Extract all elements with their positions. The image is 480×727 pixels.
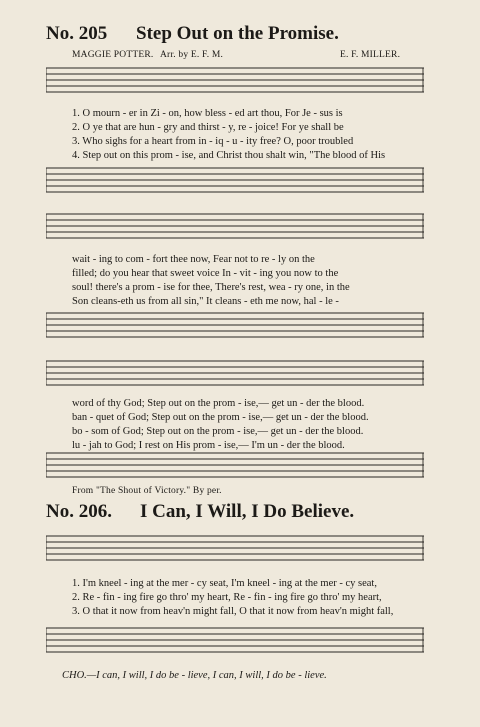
bass-staff xyxy=(46,447,424,487)
verse-line: ban - quet of God; Step out on the prom - ise,— get un - der the blood. xyxy=(72,412,369,423)
hymn-205-composer: E. F. MILLER. xyxy=(340,50,401,60)
chorus-line: CHO.—I can, I will, I do be - lieve, I can, I will, I do be - lieve. xyxy=(62,670,327,681)
verse-line: 2. O ye that are hun - gry and thirst - y, re - joice! For ye shall be xyxy=(72,122,344,133)
verse-line: 4. Step out on this prom - ise, and Christ thou shalt win, "The blood of His xyxy=(72,150,386,161)
verse-line: bo - som of God; Step out on the prom - ise,— get un - der the blood. xyxy=(72,426,364,437)
hymn-205-arranger: Arr. by E. F. M. xyxy=(160,50,224,60)
verse-line: lu - jah to God; I rest on His prom - ise,— I'm un - der the blood. xyxy=(72,440,345,451)
hymn-205-number: No. 205 xyxy=(46,23,108,44)
hymn-206-title: I Can, I Will, I Do Believe. xyxy=(140,501,355,522)
verse-line: soul! there's a prom - ise for thee, There's rest, wea - ry one, in the xyxy=(72,282,350,293)
treble-staff xyxy=(46,62,424,102)
treble-staff xyxy=(46,530,424,570)
verse-line: 1. O mourn - er in Zi - on, how bless - ed art thou, For Je - sus is xyxy=(72,108,343,119)
verse-line: Son cleans-eth us from all sin," It cleans - eth me now, hal - le - xyxy=(72,296,339,307)
bass-staff xyxy=(46,622,424,662)
hymn-205-author: MAGGIE POTTER. xyxy=(72,50,154,60)
bass-staff xyxy=(46,162,424,202)
verse-line: 3. Who sighs for a heart from in - iq - u - ity free? O, poor troubled xyxy=(72,136,354,147)
verse-line: word of thy God; Step out on the prom - ise,— get un - der the blood. xyxy=(72,398,365,409)
source-credit: From "The Shout of Victory." By per. xyxy=(72,486,222,496)
bass-staff xyxy=(46,307,424,347)
treble-staff xyxy=(46,355,424,395)
verse-line: 3. O that it now from heav'n might fall, O that it now from heav'n might fall, xyxy=(72,606,394,617)
hymn-206-number: No. 206. xyxy=(46,501,112,522)
hymn-205-title: Step Out on the Promise. xyxy=(136,23,339,44)
treble-staff xyxy=(46,208,424,248)
verse-line: 2. Re - fin - ing fire go thro' my heart, Re - fin - ing fire go thro' my heart, xyxy=(72,592,382,603)
verse-line: 1. I'm kneel - ing at the mer - cy seat, I'm kneel - ing at the mer - cy seat, xyxy=(72,578,377,589)
verse-line: wait - ing to com - fort thee now, Fear not to re - ly on the xyxy=(72,254,315,265)
verse-line: filled; do you hear that sweet voice In - vit - ing you now to the xyxy=(72,268,339,279)
